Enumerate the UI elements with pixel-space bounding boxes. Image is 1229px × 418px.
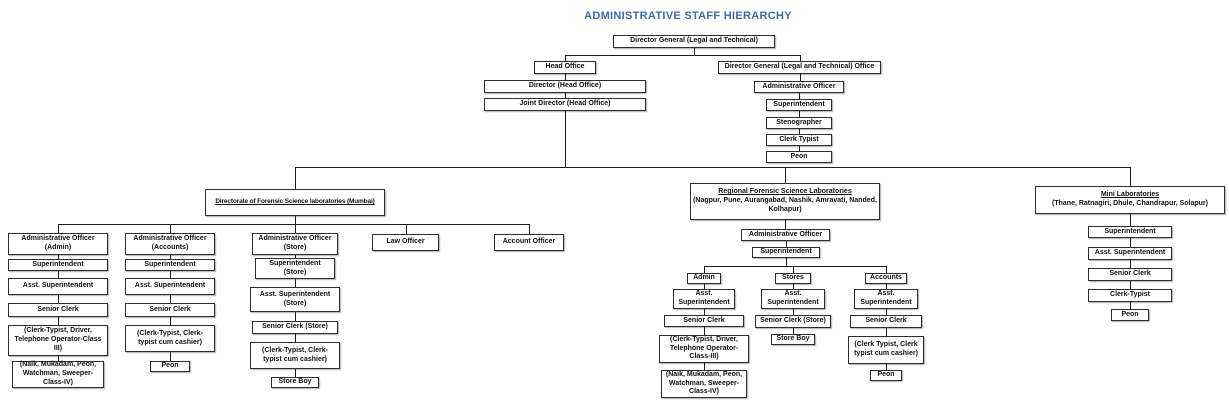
node-sublabel: (Nagpur, Pune, Aurangabad, Nashik, Amravati, Nanded, Kolhapur) [693,197,877,213]
node-asst_supt_store [250,287,340,312]
node-label: Mini Laboratories [1100,191,1160,199]
node-label: (Clerk-Typist, Clerk-typist cum cashier) [262,346,328,363]
connector-line [1130,167,1131,186]
node-label: Director General (Legal and Technical) Office [724,63,875,71]
connector-line [1130,281,1131,289]
node-clerks_accounts [125,325,215,352]
node-director_head_office [484,80,646,93]
connector-line [170,224,296,225]
node-label: Superintendent [32,260,84,268]
node-label: Administrative Officer [133,235,207,243]
node-ao_admin [8,233,108,255]
connector-line [799,146,800,151]
node-ao_regional [741,229,830,241]
node-label: Clerk Typist [779,135,819,143]
node-supt_accounts [125,259,215,271]
connector-line [565,167,1131,168]
connector-line [704,266,787,267]
node-senior_clerk_reg_stores [755,315,831,328]
connector-line [886,328,887,336]
page-title: ADMINISTRATIVE STAFF HIERARCHY [584,10,792,22]
node-label: Admin [693,274,715,282]
node-law_officer [372,234,439,251]
node-clerks_store [250,342,340,369]
node-admin_section [687,273,721,284]
node-clerk_typist_dg_office [766,134,832,146]
connector-line [58,271,59,278]
node-steno_dg_office [766,117,832,129]
node-joint_director_head_office [484,98,646,111]
connector-line [58,317,59,325]
node-label: Asst. Superintendent [22,282,94,290]
connector-line [565,93,566,98]
connector-line [565,55,695,56]
connector-line [886,284,887,289]
node-label: Law Officer [386,238,425,246]
node-ao_dg_office [754,81,844,93]
node-senior_clerk_accounts [125,303,215,317]
connector-line [170,317,171,325]
node-dg [613,35,775,48]
node-label: Superintendent [144,260,196,268]
node-label: Superintendent [1104,227,1156,235]
node-label: Store Boy [776,335,810,343]
connector-line [295,167,296,189]
connector-line [295,334,296,342]
connector-line [58,295,59,303]
node-stores_section [775,273,811,284]
node-label: Accounts [870,274,902,282]
connector-line [886,364,887,370]
connector-line [704,327,705,335]
node-clerk_typist_mini [1088,289,1172,302]
node-label: Peon [1121,310,1139,318]
connector-line [800,74,801,81]
connector-line [170,295,171,303]
node-head_office [534,61,596,74]
node-label: Clerk-Typist [1110,291,1150,299]
node-label: (Naik, Mukadam, Peon, Watchman, Sweeper-Class-IV) [19,361,97,386]
node-peon_accounts [150,361,190,372]
node-asst_supt_accounts [125,278,215,295]
node-label: Asst. Superintendent [767,290,819,306]
node-account_officer [494,234,564,251]
connector-line [565,74,566,80]
connector-line [58,224,59,233]
connector-line [170,271,171,278]
connector-line [785,167,786,183]
node-peon_reg_accounts [870,370,902,381]
connector-line [565,111,566,168]
node-label: (Clerk-Typist, Driver, Telephone Operator-Class III) [14,327,102,352]
node-label: Director (Head Office) [528,82,602,90]
node-label: Head Office [545,63,585,71]
connector-line [886,309,887,315]
connector-line [295,312,296,321]
connector-line [58,255,59,259]
node-label: Asst. Superintendent [1094,249,1166,257]
node-label: Superintendent (Store) [269,259,321,276]
node-store_boy_regional [771,334,815,345]
node-label: Account Officer [502,238,556,246]
node-peon_dg_office [766,151,832,163]
connector-line [793,309,794,315]
node-accounts_section [865,273,907,284]
node-label: Senior Clerk (Store) [760,317,826,325]
node-supt_admin [8,259,108,271]
node-senior_clerk_reg_accounts [850,315,922,328]
connector-line [406,224,407,234]
connector-line [799,111,800,117]
node-dfsl_mumbai [205,189,385,216]
node-store_boy_dfsl [271,377,319,388]
connector-line [295,224,530,225]
node-senior_clerk_admin [8,303,108,317]
node-label: Administrative Officer [21,235,95,243]
connector-line [1130,302,1131,309]
node-supt_regional [752,247,820,258]
node-label: Stenographer [776,118,822,126]
connector-line [704,363,705,370]
connector-line [799,93,800,99]
node-label: Joint Director (Head Office) [519,100,611,108]
node-label: Administrative Officer [762,82,836,90]
connector-line [886,266,887,273]
connector-line [800,55,801,61]
node-asst_supt_admin [8,278,108,295]
connector-line [704,284,705,289]
node-mini_labs [1035,186,1225,214]
node-label: Store Boy [278,378,312,386]
connector-line [295,255,296,258]
node-asst_supt_reg_stores [761,289,825,309]
connector-line [1130,260,1131,268]
connector-line [295,369,296,377]
node-clerks_admin [8,325,108,356]
node-label: Senior Clerk [865,317,907,325]
node-label: Peon [790,152,808,160]
node-label: Asst. Superintendent [134,282,206,290]
node-peon_mini [1111,309,1149,321]
node-label: (Clerk Typist, Clerk typist cum cashier) [854,341,918,357]
node-class4_admin [12,361,104,388]
node-label: Regional Forensic Science Laboratories [718,188,852,196]
node-ao_store [252,233,338,255]
node-senior_clerk_store [252,321,338,334]
connector-line [1130,238,1131,247]
node-asst_supt_mini [1088,247,1172,260]
node-label: Peon [161,362,179,370]
node-sublabel: (Accounts) [151,244,189,251]
node-label: Senior Clerk [149,305,191,313]
node-label: Superintendent [760,248,812,256]
node-sublabel: (Store) [283,244,307,251]
node-label: Senior Clerk [683,316,725,324]
connector-line [793,284,794,289]
node-senior_clerk_mini [1088,268,1172,281]
node-asst_supt_reg_accounts [854,289,918,309]
connector-line [793,328,794,334]
connector-line [170,352,171,361]
node-sublabel: (Thane, Ratnagiri, Dhule, Chandrapur, Solapur) [1052,200,1208,207]
node-asst_supt_reg_admin [673,289,735,309]
connector-line [694,55,801,56]
node-label: Asst. Superintendent (Store) [259,290,331,307]
node-label: (Clerk-Typist, Clerk-typist cum cashier) [137,329,203,346]
node-label: Stores [782,274,804,282]
connector-line [170,224,171,233]
connector-line [704,266,705,273]
node-supt_store [255,258,335,279]
node-supt_dg_office [766,99,832,111]
node-label: Administrative Officer [258,235,332,243]
node-sublabel: (Admin) [44,244,72,251]
node-clerks_reg_accounts [848,336,924,364]
node-supt_mini [1088,226,1172,238]
node-label: Senior Clerk (Store) [262,323,328,331]
connector-line [295,279,296,287]
connector-line [799,129,800,134]
node-label: Senior Clerk [1109,270,1151,278]
node-class4_reg_admin [661,370,747,398]
connector-line [704,309,705,315]
node-label: (Clerk-Typist, Driver, Telephone Operator-Class-III) [669,335,739,361]
connector-line [295,167,566,168]
connector-line [529,224,530,234]
connector-line [565,55,566,61]
connector-line [786,241,787,247]
node-senior_clerk_reg_admin [664,315,744,327]
connector-line [1130,214,1131,226]
node-label: Asst. Superintendent [678,290,730,306]
node-label: Director General (Legal and Technical) [630,37,758,45]
node-label: (Naik, Mukadam, Peon, Watchman, Sweeper-Class-IV) [665,370,743,396]
connector-line [785,220,786,229]
node-ao_accounts [125,233,215,255]
node-label: Peon [877,371,895,379]
node-label: Asst. Superintendent [860,290,912,306]
connector-line [793,266,794,273]
connector-line [58,356,59,361]
node-rfsl [690,183,880,220]
connector-line [786,266,887,267]
node-label: Superintendent [773,100,825,108]
connector-line [170,255,171,259]
node-label: Directorate of Forensic Science laboratories (Mumbai) [215,198,375,206]
node-label: Administrative Officer [748,230,823,238]
node-label: Senior Clerk [37,305,79,313]
node-dg_office [718,61,881,74]
node-clerks_reg_admin [659,335,749,363]
